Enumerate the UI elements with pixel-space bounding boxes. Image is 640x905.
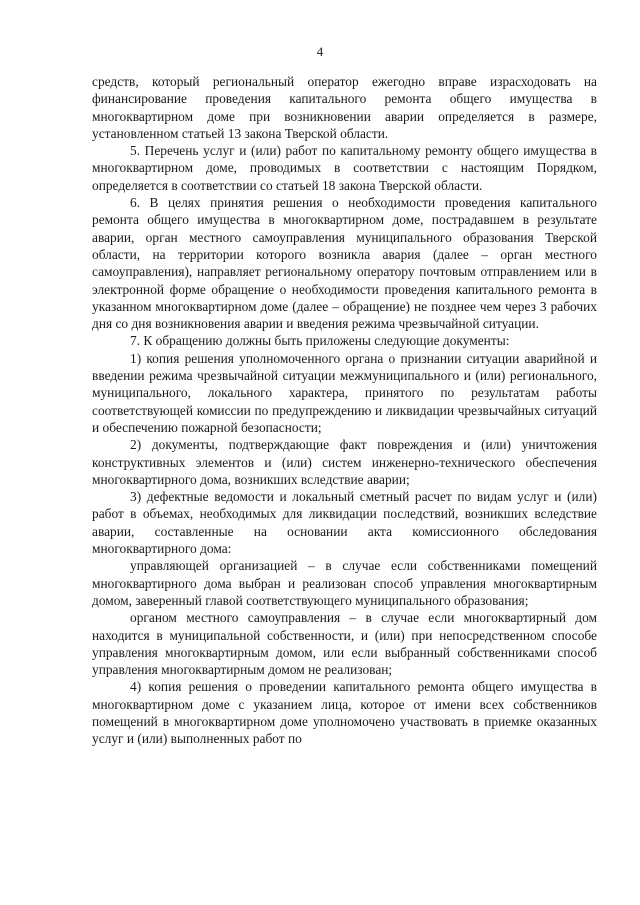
- paragraph-continuation: средств, который региональный оператор ежегодно вправе израсходовать на финансирование проведения капитального ремонта общего имущества в многоквартирном доме при возникновении аварии определяется в размере, установленном статьей 13 закона Тверской области.: [92, 74, 597, 141]
- sub-item-local-government: органом местного самоуправления – в случае если многоквартирный дом находится в муниципальной собственности, и (или) при непосредственном способе управления многоквартирным домом, или если выбранный собственниками способ управления многоквартирным домом не реализован;: [92, 610, 597, 678]
- list-item-1: 1) копия решения уполномоченного органа о признании ситуации аварийной и введении режима чрезвычайной ситуации межмуниципального и (или) регионального, муниципального, локального характера, принятого по результатам работы соответствующей комиссии по предупреждению и ликвидации чрезвычайных ситуаций и обеспечению пожарной безопасности;: [92, 350, 597, 435]
- paragraph-item-6: 6. В целях принятия решения о необходимости проведения капитального ремонта общего имущества в многоквартирном доме, пострадавшем в результате аварии, орган местного самоуправления муниципального образования Тверской области, на территории которого возникла авария (далее – орган местного самоуправления), направляет региональному оператору почтовым отправлением или в электронной форме обращение о необходимости проведения капитального ремонта в указанном многоквартирном доме (далее – обращение) не позднее чем через 3 рабочих дня со дня возникновения аварии и введения режима чрезвычайной ситуации.: [92, 195, 597, 332]
- page-number: 4: [316, 44, 324, 59]
- list-item-2: 2) документы, подтверждающие факт повреждения и (или) уничтожения конструктивных элементов и (или) систем инженерно-технического обеспечения многоквартирного дома, возникших вследствие аварии;: [92, 437, 597, 487]
- document-body: [92, 73, 597, 748]
- paragraph-item-7: 7. К обращению должны быть приложены следующие документы:: [130, 333, 510, 349]
- list-item-4: 4) копия решения о проведении капитального ремонта общего имущества в многоквартирном доме с указанием лица, которое от имени всех собственников помещений в многоквартирном доме уполномочено участвовать в приемке оказанных услуг и (или) выполненных работ по: [92, 679, 597, 747]
- list-item-3: 3) дефектные ведомости и локальный сметный расчет по видам услуг и (или) работ в объемах, необходимых для ликвидации последствий, возникших вследствие аварии, составленные на основании акта комиссионного обследования многоквартирного дома:: [92, 489, 597, 557]
- sub-item-management-org: управляющей организацией – в случае если собственниками помещений многоквартирного дома выбран и реализован способ управления многоквартирным домом, заверенный главой соответствующего муниципального образования;: [92, 558, 597, 608]
- paragraph-item-5: 5. Перечень услуг и (или) работ по капитальному ремонту общего имущества в многоквартирном доме, проводимых в соответствии с настоящим Порядком, определяется в соответствии со статьей 18 закона Тверской области.: [92, 143, 597, 193]
